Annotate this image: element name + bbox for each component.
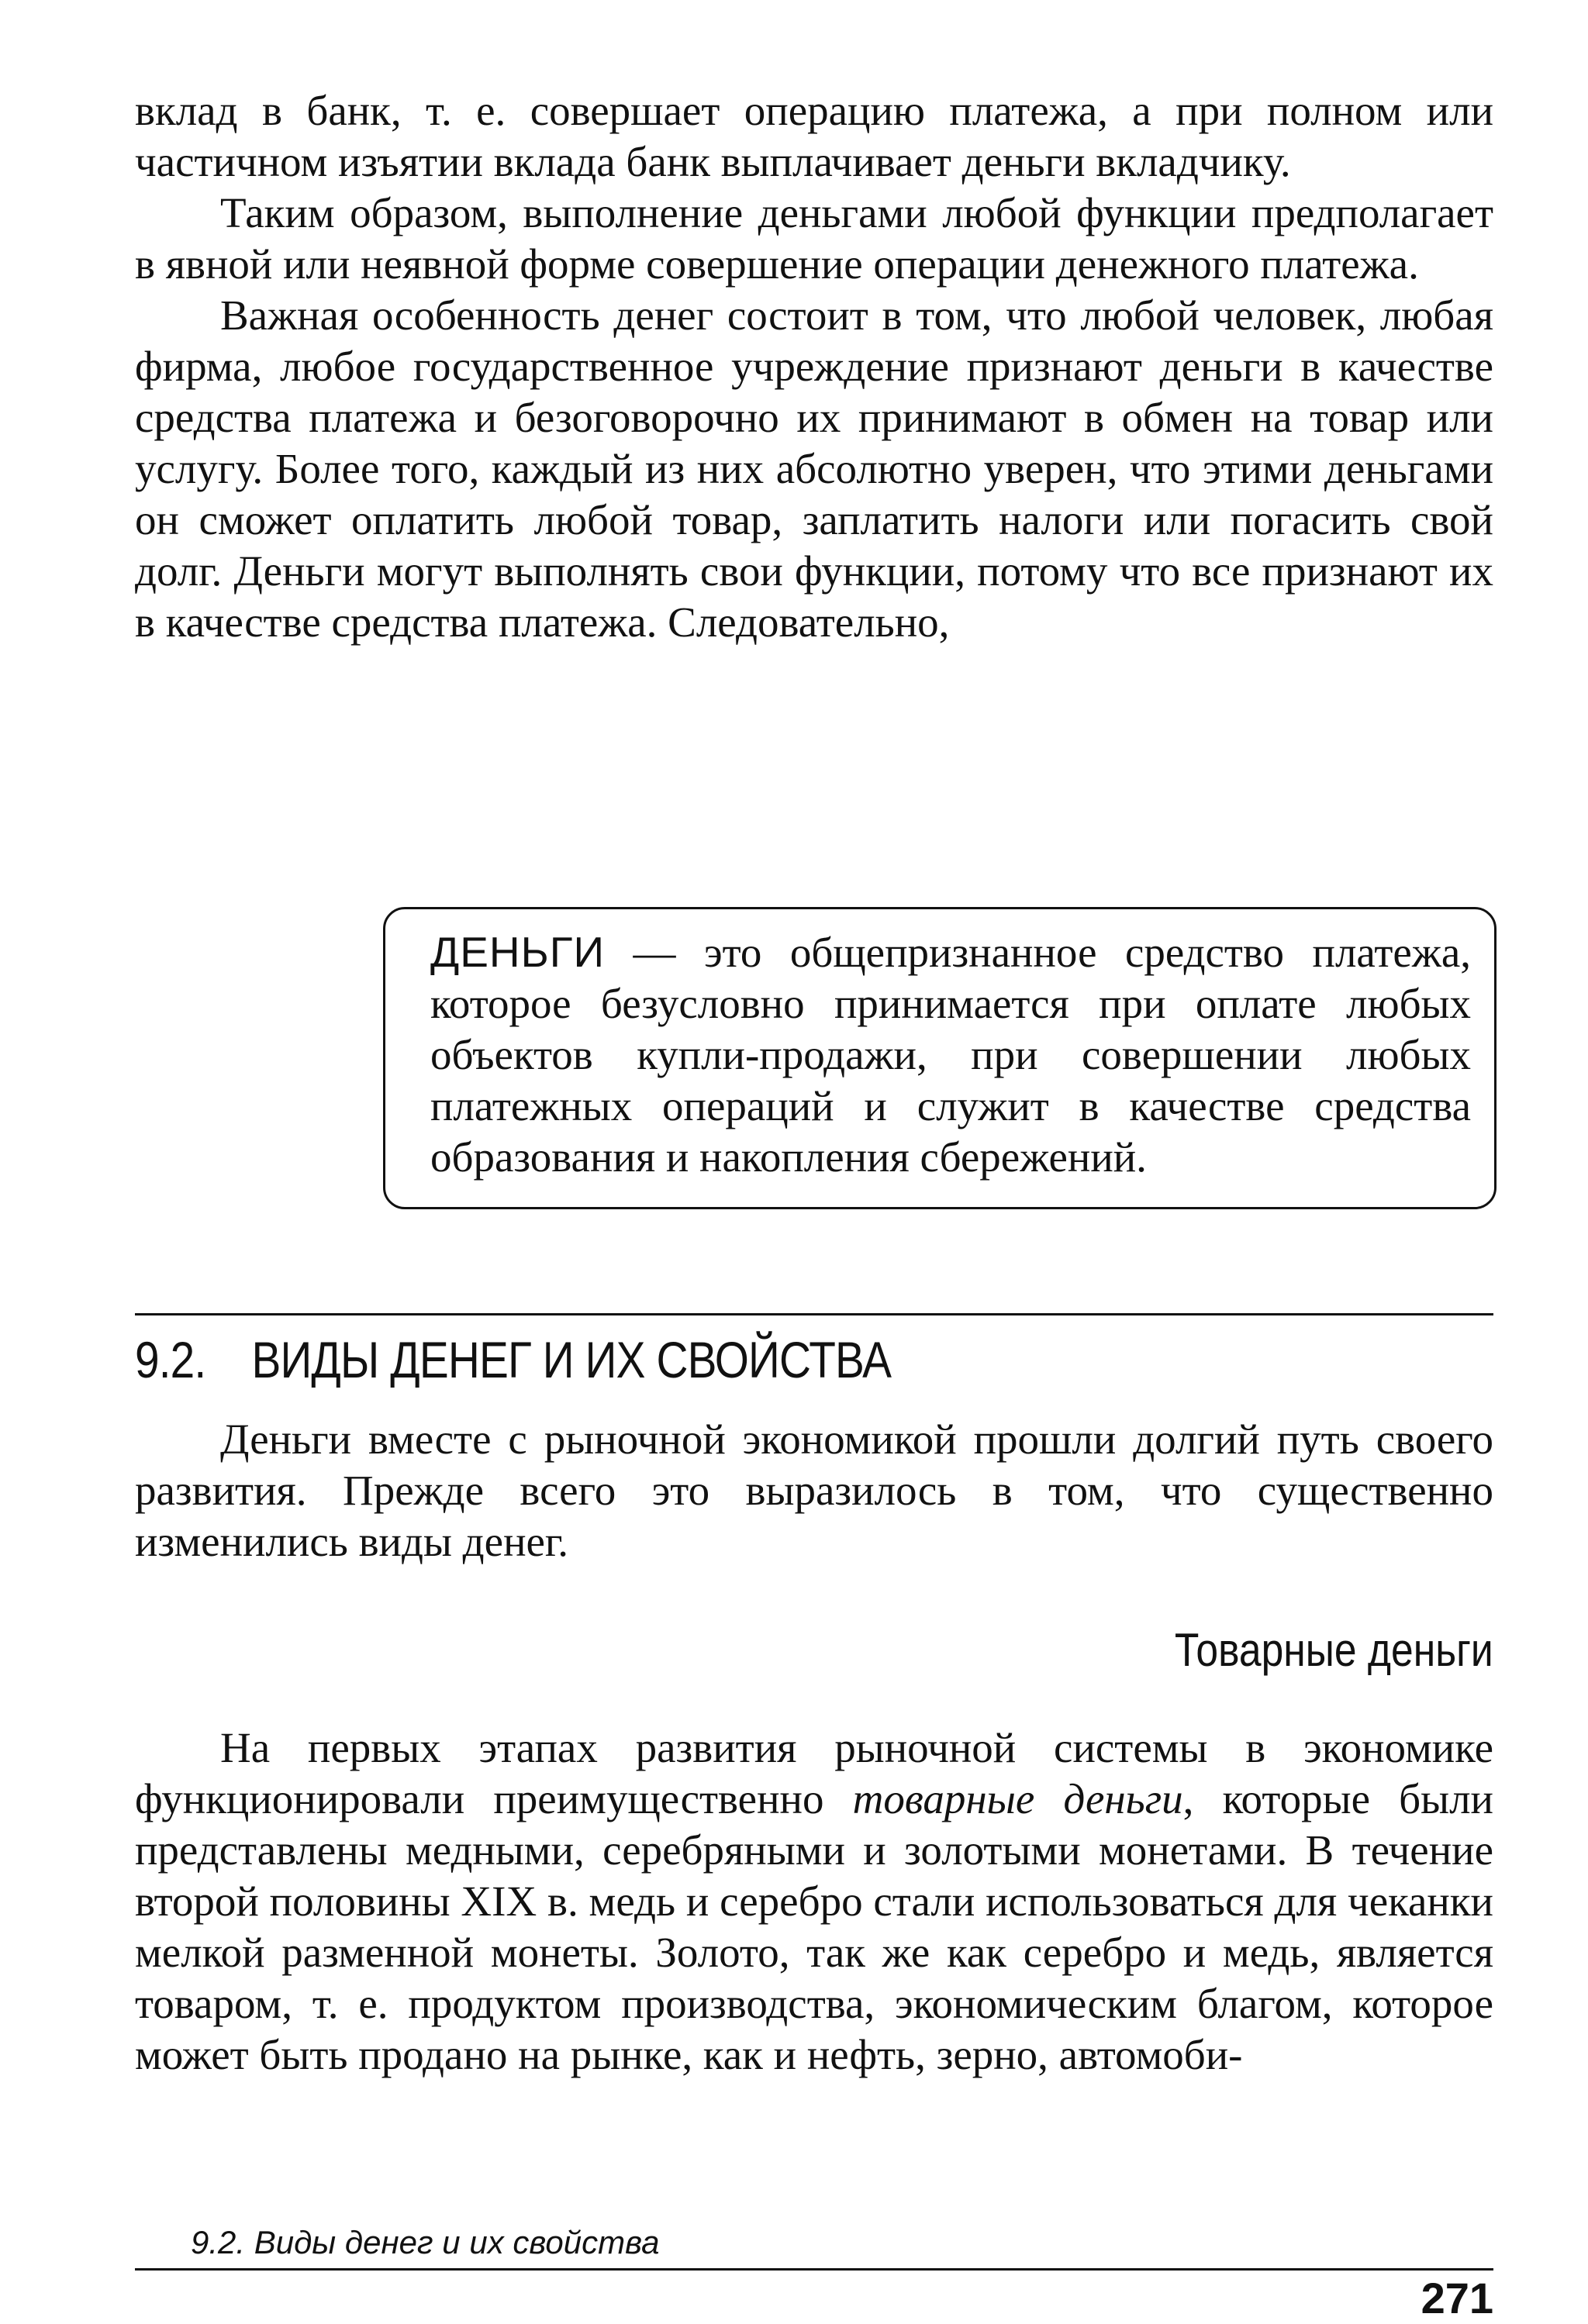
- footer-divider: [135, 2268, 1493, 2271]
- subsection-text-before: На первых этапах развития рыночной системы в экономике функционировали преимущественно: [135, 1724, 1493, 1822]
- subsection-emphasis: товарные деньги: [852, 1775, 1183, 1822]
- definition-text: [430, 926, 1471, 1183]
- subsection-heading: Товарные деньги: [1175, 1624, 1493, 1676]
- subsection-text-after: , которые были представлены медными, серебряными и золотыми монетами. В течение второй половины XIX в. медь и серебро стали использоваться для чеканки мелкой разменной монеты. Золото, так же как серебро и медь, является товаром, т. е. продуктом производства, экономическим благом, которое может быть продано на рынке, как и нефть, зерно, автомоби-: [135, 1775, 1493, 2078]
- section-number: 9.2.: [135, 1331, 206, 1388]
- section-title: ВИДЫ ДЕНЕГ И ИХ СВОЙСТВА: [251, 1331, 892, 1388]
- running-footer-title: 9.2. Виды денег и их свойства: [191, 2224, 660, 2260]
- definition-box: [383, 907, 1497, 1209]
- book-page: [135, 85, 1493, 2322]
- definition-body: — это общепризнанное средство платежа, которое безусловно принимается при оплате любых объектов купли-продажи, при совершении любых платежных операций и служит в качестве средства образования и накопления сбережений.: [430, 929, 1471, 1181]
- section-heading: [135, 1329, 891, 1391]
- paragraph-continuation: вклад в банк, т. е. совершает операцию платежа, а при полном или частичном изъятии вклада банк выплачивает деньги вкладчику.: [135, 87, 1493, 185]
- subsection-paragraph: [135, 1722, 1493, 2081]
- page-number: 271: [1421, 2274, 1493, 2322]
- definition-term: ДЕНЬГИ: [430, 928, 606, 976]
- paragraph-summary: Таким образом, выполнение деньгами любой функции предполагает в явной или неявной форме совершение операции денежного платежа.: [135, 189, 1493, 288]
- section-divider: [135, 1313, 1493, 1315]
- paragraph-money-feature: Важная особенность денег состоит в том, что любой человек, любая фирма, любое государственное учреждение признают деньги в качестве средства платежа и безоговорочно их принимают в обмен на товар или услугу. Более того, каждый из них абсолютно уверен, что этими деньгами он сможет оплатить любой товар, заплатить налоги или погасить свой долг. Деньги могут выполнять свои функции, потому что все признают их в качестве средства платежа. Следовательно,: [135, 291, 1493, 646]
- top-text-block: [135, 85, 1493, 648]
- section-intro: Деньги вместе с рыночной экономикой прошли долгий путь своего развития. Прежде всего это выразилось в том, что существенно изменились виды денег.: [135, 1415, 1493, 1565]
